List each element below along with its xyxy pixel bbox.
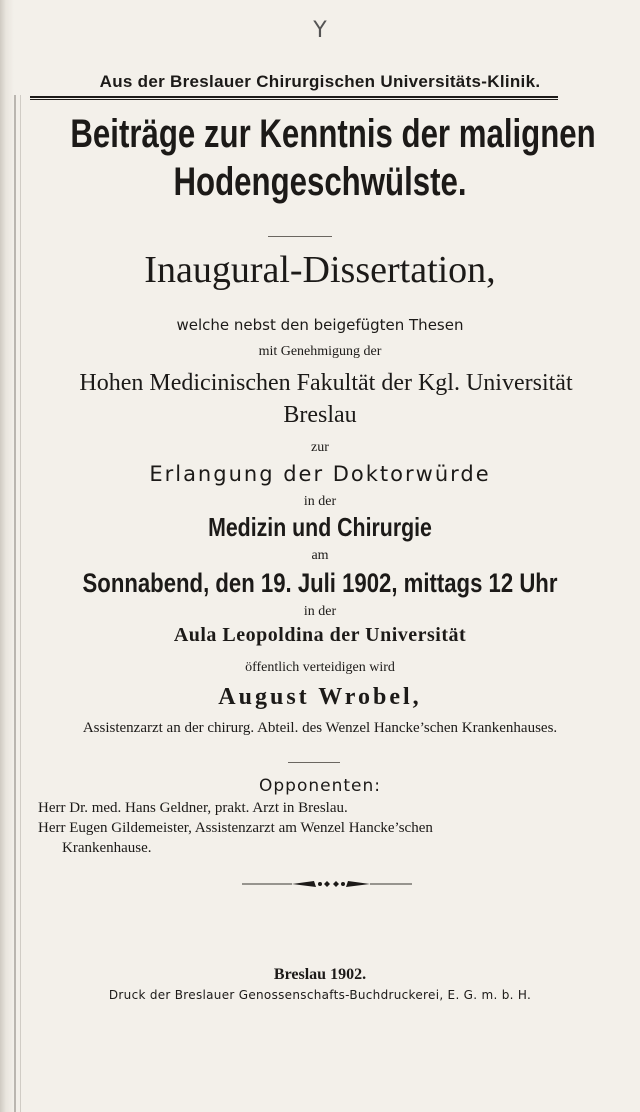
faculty-line-2: Breslau: [283, 402, 357, 428]
archive-mark: Y: [313, 18, 327, 43]
aula-line: Aula Leopoldina der Universität: [173, 624, 467, 646]
am-line: am: [311, 548, 329, 563]
header-rule: [30, 96, 558, 98]
thesen-line: welche nebst den beigefügten Thesen: [176, 316, 464, 334]
author-divider: [288, 762, 340, 763]
genehmigung-line: mit Genehmigung der: [258, 344, 382, 359]
imprint-printer: Druck der Breslauer Genossenschafts-Buchdruckerei, E. G. m. b. H.: [108, 988, 532, 1002]
medizin-line: Medizin und Chirurgie: [208, 512, 432, 542]
ornamental-divider: [0, 878, 640, 890]
imprint-place: Breslau 1902.: [273, 966, 367, 983]
faculty-line-1: Hohen Medicinischen Fakultät der Kgl. Universität: [79, 370, 573, 396]
verteidigen-line: öffentlich verteidigen wird: [245, 660, 395, 675]
in-der-line-1: in der: [303, 494, 337, 509]
clinic-header: Aus der Breslauer Chirurgischen Universitäts-Klinik.: [99, 72, 541, 91]
author-name: August Wrobel,: [218, 684, 422, 710]
title-divider: [268, 236, 332, 237]
date-line: Sonnabend, den 19. Juli 1902, mittags 12 Uhr: [82, 568, 558, 598]
title-line-2: Hodengeschwülste.: [173, 160, 467, 204]
opponent-2-line-2: Krankenhause.: [62, 840, 152, 856]
in-der-line-2: in der: [303, 604, 337, 619]
title-line-1: Beiträge zur Kenntnis der malignen: [70, 112, 596, 156]
opponent-1: Herr Dr. med. Hans Geldner, prakt. Arzt in Breslau.: [38, 800, 348, 816]
header-rule-thin: [30, 99, 558, 100]
zur-line: zur: [311, 440, 329, 455]
opponent-2-line-1: Herr Eugen Gildemeister, Assistenzarzt am Wenzel Hancke’schen: [38, 820, 433, 836]
author-position: Assistenzarzt an der chirurg. Abteil. des Wenzel Hancke’schen Krankenhauses.: [82, 720, 558, 736]
dissertation-heading: Inaugural-Dissertation,: [144, 249, 496, 291]
opponents-heading: Opponenten:: [259, 776, 381, 796]
erlangung-line: Erlangung der Doktorwürde: [149, 462, 491, 486]
